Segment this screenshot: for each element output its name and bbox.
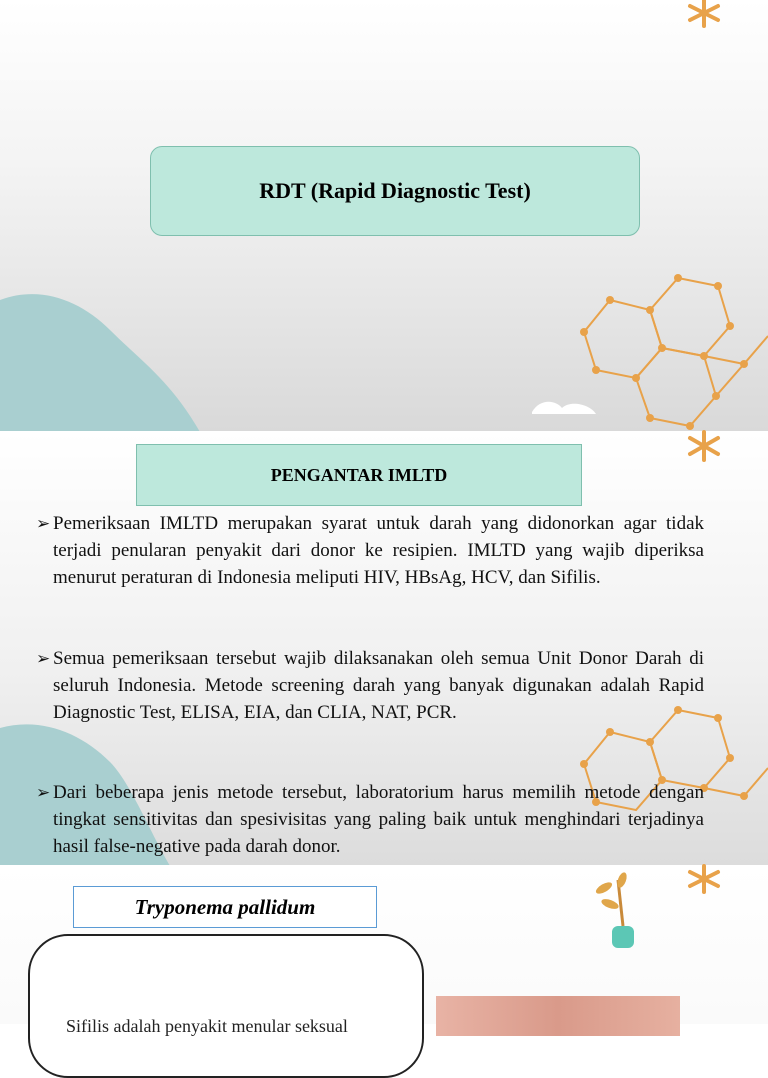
slide-introduction — [0, 432, 768, 866]
cloud-shape — [532, 402, 596, 414]
slide-title-text: RDT (Rapid Diagnostic Test) — [259, 178, 531, 203]
asterisk-icon — [690, 0, 718, 26]
section-heading-box — [136, 444, 582, 506]
bullet-text: Pemeriksaan IMLTD merupakan syarat untuk darah yang didonorkan agar tidak terjadi penularan penyakit dari donor ke resipien. IMLTD yang wajib diperiksa menurut peraturan di Indonesia meliputi HIV, HBsAg, HCV, dan Sifilis. — [53, 513, 704, 588]
asterisk-icon — [690, 432, 718, 460]
bullet-paragraph — [36, 645, 704, 726]
subheading-box — [73, 886, 377, 928]
bullet-paragraph — [36, 510, 704, 591]
arrow-bullet-icon: ➢ — [36, 783, 51, 802]
plant-pot-icon — [594, 871, 634, 948]
slide-tryponema — [0, 866, 768, 1036]
skin-lesion-image — [436, 996, 680, 1036]
arrow-bullet-icon: ➢ — [36, 514, 51, 533]
section-heading: PENGANTAR IMLTD — [270, 464, 448, 485]
hexagon-nodes — [580, 274, 748, 430]
bullet-text: Semua pemeriksaan tersebut wajib dilaksanakan oleh semua Unit Donor Darah di seluruh Indonesia. Metode screening darah yang banyak digunakan adalah Rapid Diagnostic Test, ELISA, EIA, dan CLIA, NAT, PCR. — [53, 648, 704, 723]
bullet-text: Dari beberapa jenis metode tersebut, laboratorium harus memilih metode dengan tingkat sensitivitas dan spesivisitas yang paling baik untuk menghindari terjadinya hasil false-negative pada darah donor. — [53, 782, 704, 857]
partial-body-text: Sifilis adalah penyakit menular seksual — [66, 1016, 348, 1036]
asterisk-icon — [690, 866, 718, 892]
rounded-content-box — [28, 934, 424, 1078]
arrow-bullet-icon: ➢ — [36, 649, 51, 668]
teal-wave-shape — [0, 294, 200, 432]
subheading: Tryponema pallidum — [134, 894, 316, 919]
bullet-paragraph — [36, 779, 704, 860]
slide-title — [0, 0, 768, 432]
title-box — [150, 146, 640, 236]
